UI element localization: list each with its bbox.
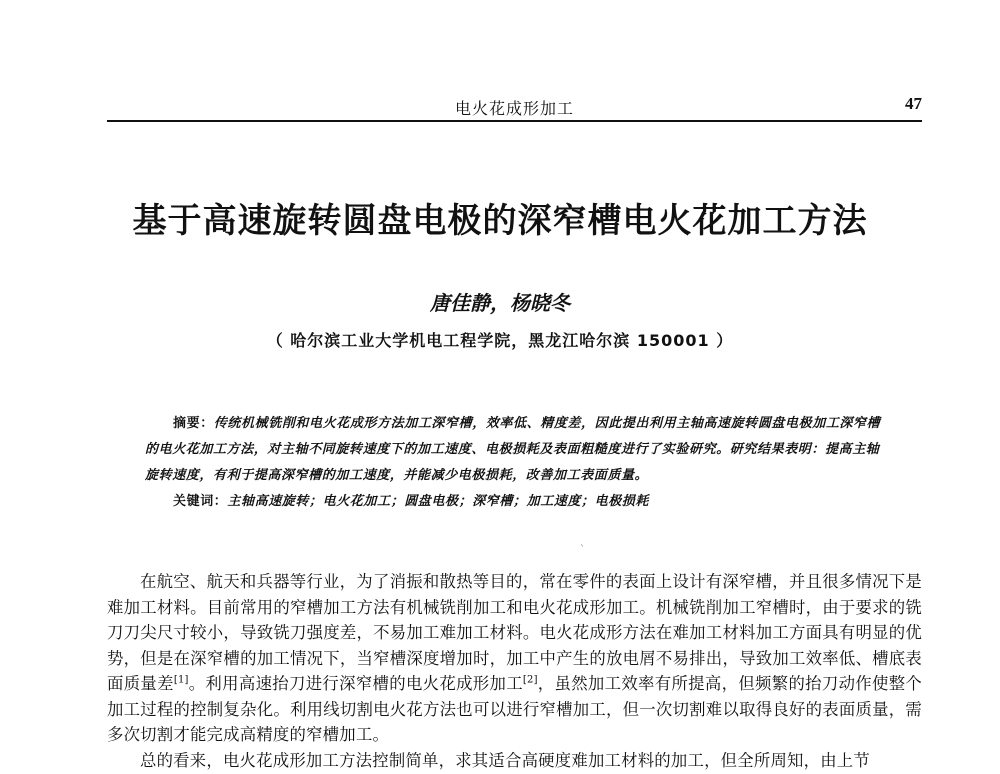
keywords-text: 主轴高速旋转；电火花加工；圆盘电极；深窄槽；加工速度；电极损耗 — [227, 494, 650, 509]
keywords-label: 关键词： — [173, 494, 228, 509]
citation-ref[interactable]: [1] — [173, 674, 189, 686]
abstract — [145, 411, 885, 489]
page-number: 47 — [905, 94, 922, 113]
keywords — [145, 489, 885, 515]
affiliation: （ 哈尔滨工业大学机电工程学院，黑龙江哈尔滨 150001 ） — [266, 331, 734, 350]
body-text-segment: 在航空、航天和兵器等行业，为了消振和散热等目的，常在零件的表面上设计有深窄槽，并且很多情况下是难加工材料。目前常用的窄槽加工方法有机械铣削加工和电火花成形加工。机械铣削加工窄槽时，由于要求的铣刀刀尖尺寸较小，导致铣刀强度差，不易加工难加工材料。电火花成形方法在难加工材料加工方面具有明显的优势，但是在深窄槽的加工情况下，当窄槽深度增加时，加工中产生的放电屑不易排出，导致加工效率低、槽底表面质量差 — [107, 572, 922, 693]
abstract-text: 传统机械铣削和电火花成形方法加工深窄槽，效率低、精度差，因此提出利用主轴高速旋转圆盘电极加工深窄槽的电火花加工方法，对主轴不同旋转速度下的加工速度、电极损耗及表面粗糙度进行了实验研究。研究结果表明：提高主轴旋转速度，有利于提高深窄槽的加工速度，并能减少电极损耗，改善加工表面质量。 — [145, 416, 881, 483]
body-text-segment: 。利用高速抬刀进行深窄槽的电火花成形加工 — [188, 674, 523, 693]
body-text — [107, 569, 922, 773]
abstract-block — [145, 411, 885, 515]
running-title: 电火花成形加工 — [454, 99, 574, 118]
paper-title: 基于高速旋转圆盘电极的深窄槽电火花加工方法 — [132, 201, 868, 241]
running-header — [107, 92, 922, 122]
body-paragraph — [107, 569, 922, 748]
body-paragraph: 总的看来，电火花成形加工方法控制简单，求其适合高硬度难加工材料的加工，但全所周知，由上节 — [140, 750, 870, 770]
citation-ref[interactable]: [2] — [522, 674, 538, 686]
authors: 唐佳静，杨晓冬 — [430, 291, 570, 315]
abstract-label: 摘要： — [173, 416, 214, 431]
body-text-segment: ，虽然加工效率有所提高，但频繁的抬刀动作使整个加工过程的控制复杂化。利用线切割电火花方法也可以进行窄槽加工，但一次切割难以取得良好的表面质量，需多次切割才能完成高精度的窄槽加工。 — [107, 674, 922, 744]
stray-mark: ˋ — [580, 545, 585, 556]
